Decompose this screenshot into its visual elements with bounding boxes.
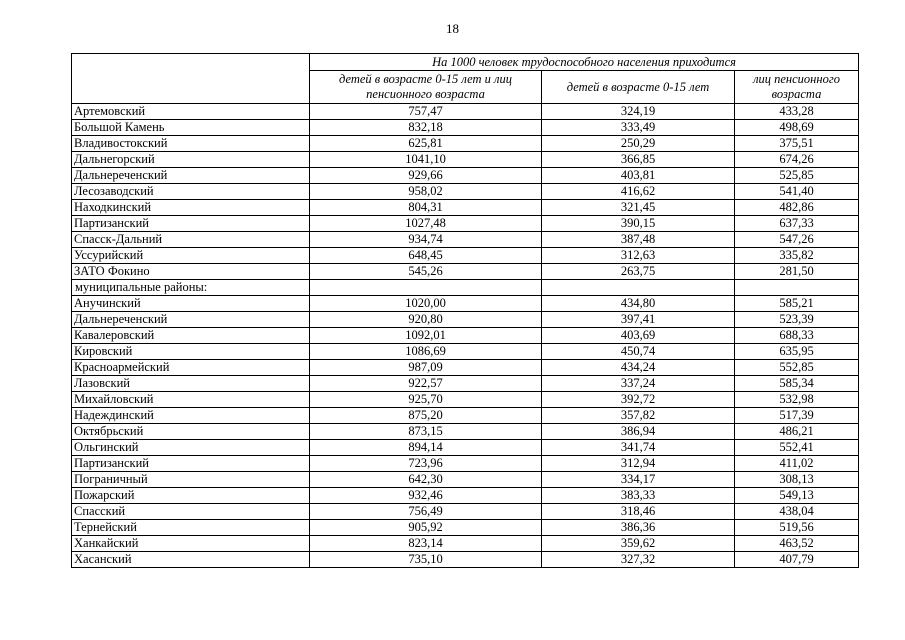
section-row bbox=[72, 280, 859, 296]
row-name: ЗАТО Фокино bbox=[72, 264, 310, 280]
value-pensioners: 407,79 bbox=[735, 552, 859, 568]
value-children: 324,19 bbox=[542, 104, 735, 120]
value-pensioners: 523,39 bbox=[735, 312, 859, 328]
value-pensioners: 585,21 bbox=[735, 296, 859, 312]
value-children: 403,81 bbox=[542, 168, 735, 184]
row-name: Спасск-Дальний bbox=[72, 232, 310, 248]
row-name: Красноармейский bbox=[72, 360, 310, 376]
row-name: Партизанский bbox=[72, 216, 310, 232]
row-name: Дальнегорский bbox=[72, 152, 310, 168]
table-row bbox=[72, 264, 859, 280]
value-children: 341,74 bbox=[542, 440, 735, 456]
value-pensioners: 498,69 bbox=[735, 120, 859, 136]
value-both: 735,10 bbox=[310, 552, 542, 568]
value-children: 386,94 bbox=[542, 424, 735, 440]
value-pensioners: 519,56 bbox=[735, 520, 859, 536]
row-name: Анучинский bbox=[72, 296, 310, 312]
table-row bbox=[72, 488, 859, 504]
table-row bbox=[72, 520, 859, 536]
table-row bbox=[72, 472, 859, 488]
value-children: 327,32 bbox=[542, 552, 735, 568]
row-name: Кировский bbox=[72, 344, 310, 360]
value-children: 312,63 bbox=[542, 248, 735, 264]
table-row bbox=[72, 536, 859, 552]
value-pensioners: 463,52 bbox=[735, 536, 859, 552]
value-children: 312,94 bbox=[542, 456, 735, 472]
value-pensioners: 635,95 bbox=[735, 344, 859, 360]
row-name: Партизанский bbox=[72, 456, 310, 472]
header-group-title: На 1000 человек трудоспособного населения приходится bbox=[310, 54, 859, 71]
value-children: 403,69 bbox=[542, 328, 735, 344]
section-empty-children bbox=[542, 280, 735, 296]
table-row bbox=[72, 168, 859, 184]
row-name: Уссурийский bbox=[72, 248, 310, 264]
header-col-pensioners: лиц пенсионного возраста bbox=[735, 71, 859, 104]
value-children: 416,62 bbox=[542, 184, 735, 200]
value-both: 920,80 bbox=[310, 312, 542, 328]
row-name: Пожарский bbox=[72, 488, 310, 504]
table-row bbox=[72, 376, 859, 392]
value-pensioners: 486,21 bbox=[735, 424, 859, 440]
table-row bbox=[72, 552, 859, 568]
value-pensioners: 517,39 bbox=[735, 408, 859, 424]
value-both: 1092,01 bbox=[310, 328, 542, 344]
row-name: Лесозаводский bbox=[72, 184, 310, 200]
row-name: Дальнереченский bbox=[72, 168, 310, 184]
table-row bbox=[72, 312, 859, 328]
table-row bbox=[72, 456, 859, 472]
value-children: 333,49 bbox=[542, 120, 735, 136]
section-label: муниципальные районы: bbox=[72, 280, 310, 296]
value-both: 894,14 bbox=[310, 440, 542, 456]
value-pensioners: 525,85 bbox=[735, 168, 859, 184]
dependency-ratio-table bbox=[71, 53, 859, 568]
value-pensioners: 547,26 bbox=[735, 232, 859, 248]
table-row bbox=[72, 440, 859, 456]
value-both: 832,18 bbox=[310, 120, 542, 136]
value-pensioners: 541,40 bbox=[735, 184, 859, 200]
table-row bbox=[72, 504, 859, 520]
value-pensioners: 585,34 bbox=[735, 376, 859, 392]
value-both: 757,47 bbox=[310, 104, 542, 120]
value-pensioners: 688,33 bbox=[735, 328, 859, 344]
value-children: 434,80 bbox=[542, 296, 735, 312]
value-pensioners: 637,33 bbox=[735, 216, 859, 232]
table-row bbox=[72, 296, 859, 312]
value-both: 875,20 bbox=[310, 408, 542, 424]
value-children: 434,24 bbox=[542, 360, 735, 376]
value-pensioners: 438,04 bbox=[735, 504, 859, 520]
header-row-group bbox=[72, 54, 859, 71]
value-both: 958,02 bbox=[310, 184, 542, 200]
table-row bbox=[72, 104, 859, 120]
value-both: 545,26 bbox=[310, 264, 542, 280]
page-number: 18 bbox=[446, 21, 459, 36]
value-children: 387,48 bbox=[542, 232, 735, 248]
value-both: 987,09 bbox=[310, 360, 542, 376]
row-name: Большой Камень bbox=[72, 120, 310, 136]
row-name: Октябрьский bbox=[72, 424, 310, 440]
value-children: 383,33 bbox=[542, 488, 735, 504]
row-name: Спасский bbox=[72, 504, 310, 520]
value-children: 357,82 bbox=[542, 408, 735, 424]
row-name: Дальнереченский bbox=[72, 312, 310, 328]
row-name: Хасанский bbox=[72, 552, 310, 568]
table-row bbox=[72, 152, 859, 168]
value-both: 929,66 bbox=[310, 168, 542, 184]
value-children: 334,17 bbox=[542, 472, 735, 488]
value-children: 366,85 bbox=[542, 152, 735, 168]
value-both: 723,96 bbox=[310, 456, 542, 472]
value-children: 386,36 bbox=[542, 520, 735, 536]
value-children: 318,46 bbox=[542, 504, 735, 520]
value-pensioners: 549,13 bbox=[735, 488, 859, 504]
value-both: 1086,69 bbox=[310, 344, 542, 360]
value-both: 873,15 bbox=[310, 424, 542, 440]
table-row bbox=[72, 344, 859, 360]
value-pensioners: 532,98 bbox=[735, 392, 859, 408]
value-pensioners: 411,02 bbox=[735, 456, 859, 472]
header-col-children: детей в возрасте 0-15 лет bbox=[542, 71, 735, 104]
value-both: 804,31 bbox=[310, 200, 542, 216]
value-children: 390,15 bbox=[542, 216, 735, 232]
row-name: Кавалеровский bbox=[72, 328, 310, 344]
value-both: 922,57 bbox=[310, 376, 542, 392]
value-both: 932,46 bbox=[310, 488, 542, 504]
value-children: 450,74 bbox=[542, 344, 735, 360]
section-empty-both bbox=[310, 280, 542, 296]
value-children: 392,72 bbox=[542, 392, 735, 408]
value-both: 648,45 bbox=[310, 248, 542, 264]
table-row bbox=[72, 232, 859, 248]
table-row bbox=[72, 216, 859, 232]
value-pensioners: 281,50 bbox=[735, 264, 859, 280]
table-row bbox=[72, 408, 859, 424]
value-both: 1020,00 bbox=[310, 296, 542, 312]
table-row bbox=[72, 424, 859, 440]
table-row bbox=[72, 328, 859, 344]
value-pensioners: 375,51 bbox=[735, 136, 859, 152]
value-both: 642,30 bbox=[310, 472, 542, 488]
value-children: 321,45 bbox=[542, 200, 735, 216]
value-pensioners: 433,28 bbox=[735, 104, 859, 120]
value-pensioners: 482,86 bbox=[735, 200, 859, 216]
value-pensioners: 308,13 bbox=[735, 472, 859, 488]
row-name: Михайловский bbox=[72, 392, 310, 408]
value-both: 823,14 bbox=[310, 536, 542, 552]
table-row bbox=[72, 200, 859, 216]
value-both: 905,92 bbox=[310, 520, 542, 536]
value-pensioners: 552,41 bbox=[735, 440, 859, 456]
table-row bbox=[72, 184, 859, 200]
row-name: Пограничный bbox=[72, 472, 310, 488]
value-children: 263,75 bbox=[542, 264, 735, 280]
table-row bbox=[72, 248, 859, 264]
value-pensioners: 335,82 bbox=[735, 248, 859, 264]
value-children: 250,29 bbox=[542, 136, 735, 152]
row-name: Надеждинский bbox=[72, 408, 310, 424]
value-both: 1041,10 bbox=[310, 152, 542, 168]
table-row bbox=[72, 120, 859, 136]
value-both: 934,74 bbox=[310, 232, 542, 248]
value-children: 397,41 bbox=[542, 312, 735, 328]
value-pensioners: 674,26 bbox=[735, 152, 859, 168]
row-name: Тернейский bbox=[72, 520, 310, 536]
row-name: Ханкайский bbox=[72, 536, 310, 552]
value-pensioners: 552,85 bbox=[735, 360, 859, 376]
header-col-both: детей в возрасте 0-15 лет и лиц пенсионного возраста bbox=[310, 71, 542, 104]
section-empty-pensioners bbox=[735, 280, 859, 296]
table-row bbox=[72, 136, 859, 152]
row-name: Артемовский bbox=[72, 104, 310, 120]
value-both: 625,81 bbox=[310, 136, 542, 152]
table-row bbox=[72, 360, 859, 376]
table-row bbox=[72, 392, 859, 408]
row-name: Находкинский bbox=[72, 200, 310, 216]
value-both: 925,70 bbox=[310, 392, 542, 408]
value-children: 337,24 bbox=[542, 376, 735, 392]
value-both: 1027,48 bbox=[310, 216, 542, 232]
row-name: Лазовский bbox=[72, 376, 310, 392]
value-children: 359,62 bbox=[542, 536, 735, 552]
header-blank-cell bbox=[72, 54, 310, 104]
row-name: Владивостокский bbox=[72, 136, 310, 152]
value-both: 756,49 bbox=[310, 504, 542, 520]
row-name: Ольгинский bbox=[72, 440, 310, 456]
